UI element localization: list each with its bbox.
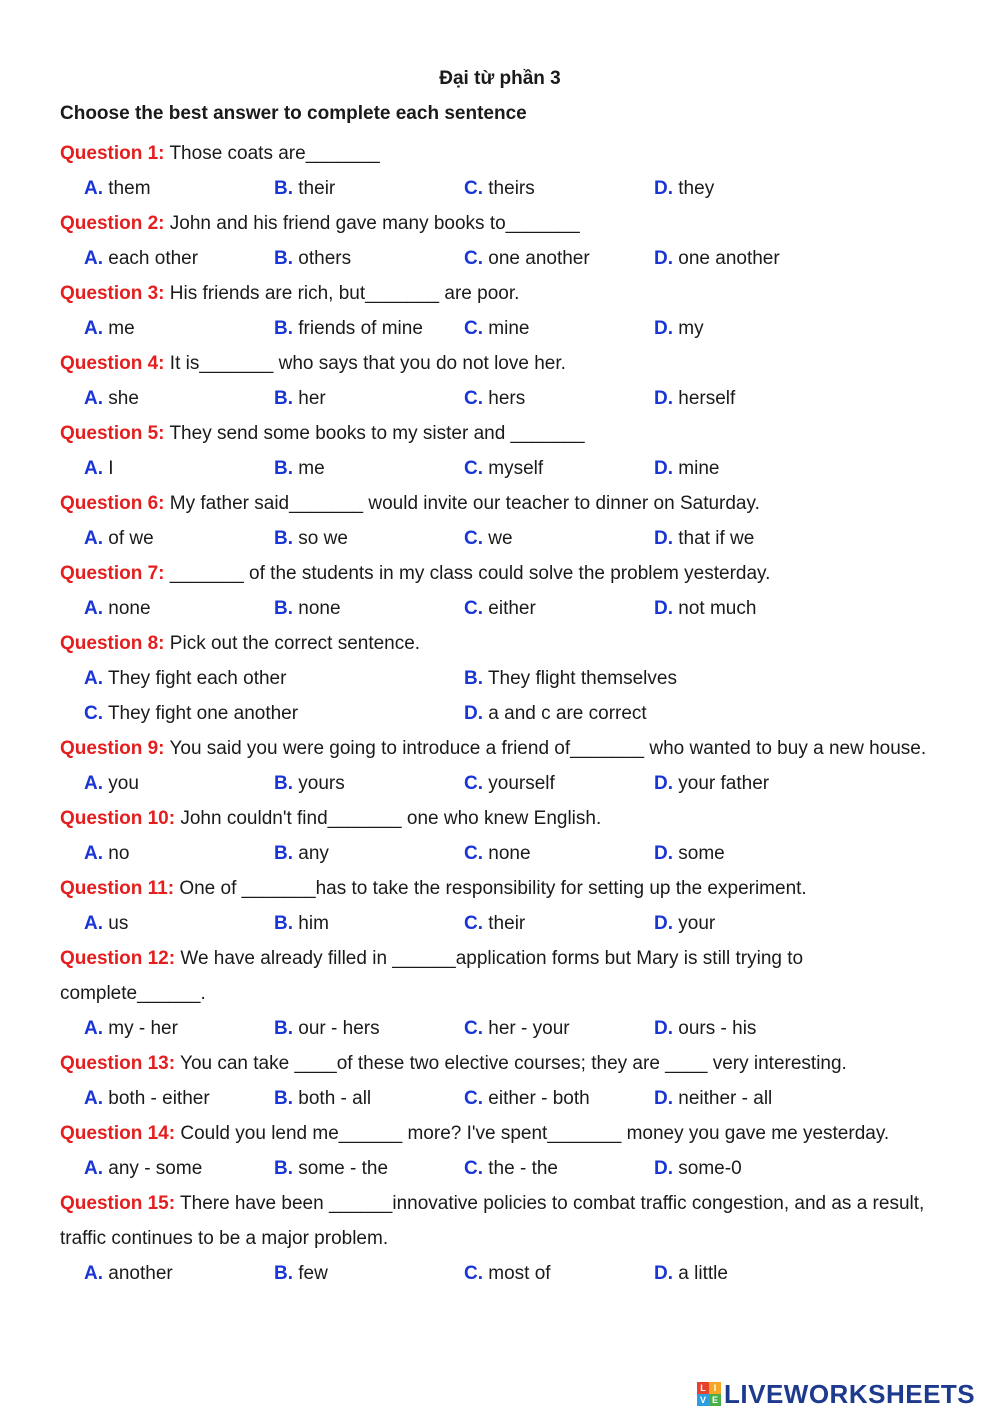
option-d[interactable]: D. my — [654, 318, 704, 339]
options-2 — [60, 241, 940, 276]
option-a[interactable]: A. any - some — [84, 1158, 203, 1179]
option-c[interactable]: C. either — [464, 598, 536, 619]
question-text: One of _______has to take the responsibility for setting up the experiment. — [179, 878, 807, 899]
question-11 — [60, 871, 940, 906]
options-12 — [60, 1011, 940, 1046]
options-7 — [60, 591, 940, 626]
option-b[interactable]: B. so we — [274, 528, 348, 549]
question-label: Question 3: — [60, 283, 165, 304]
option-b[interactable]: B. yours — [274, 773, 345, 794]
question-6 — [60, 486, 940, 521]
question-7 — [60, 556, 940, 591]
option-a[interactable]: A. none — [84, 598, 151, 619]
question-9 — [60, 731, 940, 766]
question-text: His friends are rich, but_______ are poor. — [169, 283, 520, 304]
option-d[interactable]: D. neither - all — [654, 1088, 773, 1109]
options-3 — [60, 311, 940, 346]
option-a[interactable]: A. my - her — [84, 1018, 178, 1039]
option-b[interactable]: B. others — [274, 248, 352, 269]
question-label: Question 12: — [60, 948, 176, 969]
options-8-row-1 — [60, 661, 940, 696]
options-14 — [60, 1151, 940, 1186]
question-label: Question 2: — [60, 213, 165, 234]
question-5 — [60, 416, 940, 451]
question-text: They send some books to my sister and _______ — [169, 423, 585, 444]
option-c[interactable]: C. either - both — [464, 1088, 590, 1109]
question-15 — [60, 1186, 940, 1256]
option-b[interactable]: B. their — [274, 178, 336, 199]
question-12 — [60, 941, 940, 1011]
option-a[interactable]: A. each other — [84, 248, 199, 269]
question-label: Question 7: — [60, 563, 165, 584]
liveworksheets-logo — [697, 1378, 975, 1410]
option-d[interactable]: D. one another — [654, 248, 780, 269]
options-11 — [60, 906, 940, 941]
option-b[interactable]: B. few — [274, 1263, 328, 1284]
option-c[interactable]: C. the - the — [464, 1158, 558, 1179]
option-a[interactable]: A. of we — [84, 528, 154, 549]
option-c[interactable]: C. their — [464, 913, 526, 934]
question-label: Question 4: — [60, 353, 165, 374]
options-1 — [60, 171, 940, 206]
logo-text: LIVEWORKSHEETS — [724, 1378, 976, 1409]
question-label: Question 10: — [60, 808, 176, 829]
page-title: Đại từ phần 3 — [439, 68, 561, 89]
question-label: Question 9: — [60, 738, 165, 759]
option-a[interactable]: A. I — [84, 458, 114, 479]
question-text: _______ of the students in my class could solve the problem yesterday. — [169, 563, 771, 584]
option-b[interactable]: B. They flight themselves — [464, 668, 677, 689]
option-b[interactable]: B. her — [274, 388, 326, 409]
question-label: Question 13: — [60, 1053, 176, 1074]
option-b[interactable]: B. any — [274, 843, 329, 864]
option-c[interactable]: C. none — [464, 843, 531, 864]
options-5 — [60, 451, 940, 486]
question-label: Question 6: — [60, 493, 165, 514]
question-label: Question 1: — [60, 143, 165, 164]
option-d[interactable]: D. herself — [654, 388, 736, 409]
option-b[interactable]: B. both - all — [274, 1088, 372, 1109]
question-text: John couldn't find_______ one who knew English. — [180, 808, 602, 829]
question-3 — [60, 276, 940, 311]
question-label: Question 8: — [60, 633, 165, 654]
question-text: Could you lend me______ more? I've spent_______ money you gave me yesterday. — [180, 1123, 890, 1144]
option-d[interactable]: D. a little — [654, 1263, 728, 1284]
option-b[interactable]: B. our - hers — [274, 1018, 380, 1039]
option-a[interactable]: A. me — [84, 318, 135, 339]
option-a[interactable]: A. They fight each other — [84, 668, 287, 689]
option-c[interactable]: C. we — [464, 528, 513, 549]
option-a[interactable]: A. no — [84, 843, 130, 864]
question-8 — [60, 626, 940, 661]
question-label: Question 11: — [60, 878, 175, 899]
question-label: Question 14: — [60, 1123, 176, 1144]
question-text: Pick out the correct sentence. — [169, 633, 421, 654]
instruction: Choose the best answer to complete each sentence — [60, 103, 527, 124]
question-1 — [60, 136, 940, 171]
option-c[interactable]: C. most of — [464, 1263, 551, 1284]
option-c[interactable]: C. one another — [464, 248, 590, 269]
option-d[interactable]: D. a and c are correct — [464, 703, 647, 724]
option-a[interactable]: A. you — [84, 773, 139, 794]
option-a[interactable]: A. both - either — [84, 1088, 210, 1109]
question-text: We have already filled in ______application forms but Mary is still trying to complete______. — [60, 948, 804, 1004]
option-d[interactable]: D. some — [654, 843, 725, 864]
question-label: Question 15: — [60, 1193, 176, 1214]
option-d[interactable]: D. your — [654, 913, 716, 934]
option-c[interactable]: C. theirs — [464, 178, 535, 199]
option-b[interactable]: B. him — [274, 913, 329, 934]
logo-mark-icon: L I V E — [697, 1382, 721, 1406]
option-a[interactable]: A. us — [84, 913, 129, 934]
option-d[interactable]: D. your father — [654, 773, 770, 794]
option-d[interactable]: D. that if we — [654, 528, 755, 549]
option-b[interactable]: B. some - the — [274, 1158, 389, 1179]
options-9 — [60, 766, 940, 801]
question-13 — [60, 1046, 940, 1081]
options-8-row-2 — [60, 696, 940, 731]
option-c[interactable]: C. hers — [464, 388, 526, 409]
question-text: Those coats are_______ — [169, 143, 380, 164]
options-10 — [60, 836, 940, 871]
option-d[interactable]: D. they — [654, 178, 715, 199]
option-c[interactable]: C. mine — [464, 318, 530, 339]
option-b[interactable]: B. me — [274, 458, 325, 479]
question-4 — [60, 346, 940, 381]
option-a[interactable]: A. them — [84, 178, 151, 199]
option-d[interactable]: D. not much — [654, 598, 757, 619]
options-4 — [60, 381, 940, 416]
option-c[interactable]: C. myself — [464, 458, 544, 479]
option-d[interactable]: D. mine — [654, 458, 720, 479]
options-6 — [60, 521, 940, 556]
question-2 — [60, 206, 940, 241]
options-13 — [60, 1081, 940, 1116]
question-list — [60, 136, 940, 1291]
question-text: There have been ______innovative policies to combat traffic congestion, and as a result, traffic continues to be a major problem. — [60, 1193, 925, 1249]
option-a[interactable]: A. another — [84, 1263, 173, 1284]
options-15 — [60, 1256, 940, 1291]
option-d[interactable]: D. some-0 — [654, 1158, 742, 1179]
option-c[interactable]: C. They fight one another — [84, 703, 299, 724]
question-text: It is_______ who says that you do not love her. — [169, 353, 566, 374]
question-label: Question 5: — [60, 423, 165, 444]
question-text: John and his friend gave many books to_______ — [169, 213, 580, 234]
option-c[interactable]: C. her - your — [464, 1018, 570, 1039]
option-b[interactable]: B. friends of mine — [274, 318, 423, 339]
option-c[interactable]: C. yourself — [464, 773, 555, 794]
option-d[interactable]: D. ours - his — [654, 1018, 757, 1039]
option-b[interactable]: B. none — [274, 598, 341, 619]
question-10 — [60, 801, 940, 836]
question-text: You said you were going to introduce a friend of_______ who wanted to buy a new house. — [169, 738, 927, 759]
question-text: You can take ____of these two elective courses; they are ____ very interesting. — [180, 1053, 847, 1074]
option-a[interactable]: A. she — [84, 388, 139, 409]
question-text: My father said_______ would invite our teacher to dinner on Saturday. — [169, 493, 760, 514]
question-14 — [60, 1116, 940, 1151]
